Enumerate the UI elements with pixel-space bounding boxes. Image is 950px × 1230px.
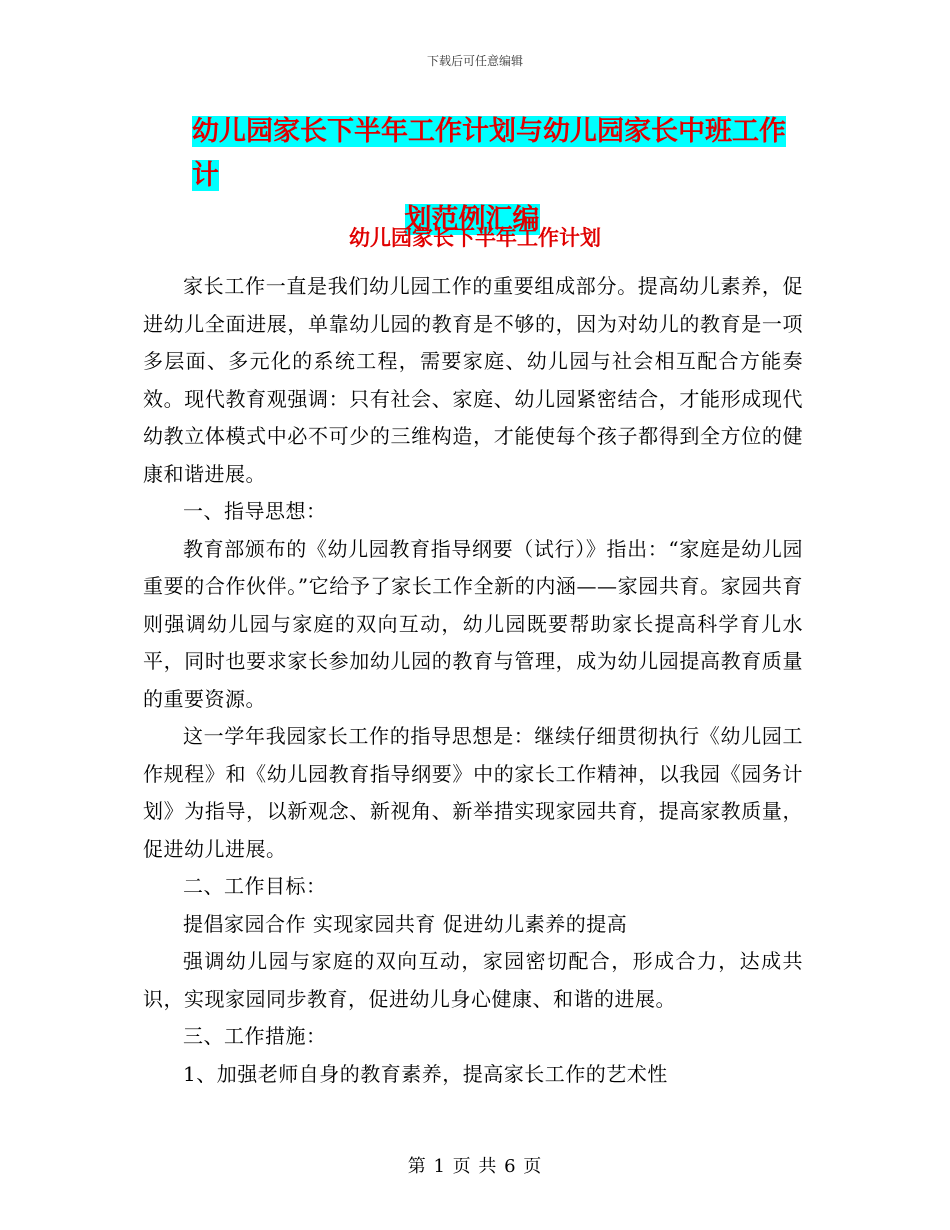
section-title: 幼儿园家长下半年工作计划 — [349, 226, 601, 250]
page-number-footer: 第 1 页 共 6 页 — [407, 1156, 543, 1177]
title-line-2: 划范例汇编 — [404, 204, 540, 235]
title-line-1: 幼儿园家长下半年工作计划与幼儿园家长中班工作计 — [192, 116, 786, 191]
paragraph-guiding-thought: 这一学年我园家长工作的指导思想是：继续仔细贯彻执行《幼儿园工作规程》和《幼儿园教育指导纲要》中的家长工作精神，以我园《园务计划》为指导，以新观念、新视角、新举措实现家园共育，提高家教质量，促进幼儿进展。 — [143, 724, 803, 861]
document-body — [143, 268, 803, 1093]
heading-guiding-thought: 一、指导思想： — [183, 499, 327, 523]
header-note: 下载后可任意编辑 — [426, 54, 523, 68]
heading-work-goal: 二、工作目标： — [183, 874, 327, 898]
paragraph-goal-detail: 强调幼儿园与家庭的双向互动，家园密切配合，形成合力，达成共识，实现家园同步教育，促进幼儿身心健康、和谐的进展。 — [143, 949, 803, 1011]
heading-work-measures: 三、工作措施： — [183, 1024, 327, 1048]
paragraph-guideline: 教育部颁布的《幼儿园教育指导纲要（试行）》指出：“家庭是幼儿园重要的合作伙伴。”它给予了家长工作全新的内涵——家园共育。家园共育则强调幼儿园与家庭的双向互动，幼儿园既要帮助家长提高科学育儿水平，同时也要求家长参加幼儿园的教育与管理，成为幼儿园提高教育质量的重要资源。 — [143, 536, 803, 711]
paragraph-intro: 家长工作一直是我们幼儿园工作的重要组成部分。提高幼儿素养，促进幼儿全面进展，单靠幼儿园的教育是不够的，因为对幼儿的教育是一项多层面、多元化的系统工程，需要家庭、幼儿园与社会相互配合方能奏效。现代教育观强调：只有社会、家庭、幼儿园紧密结合，才能形成现代幼教立体模式中必不可少的三维构造，才能使每个孩子都得到全方位的健康和谐进展。 — [143, 274, 803, 486]
paragraph-goal-slogan: 提倡家园合作 实现家园共育 促进幼儿素养的提高 — [183, 911, 628, 936]
paragraph-measure-1: 1、加强老师自身的教育素养，提高家长工作的艺术性 — [183, 1061, 668, 1086]
